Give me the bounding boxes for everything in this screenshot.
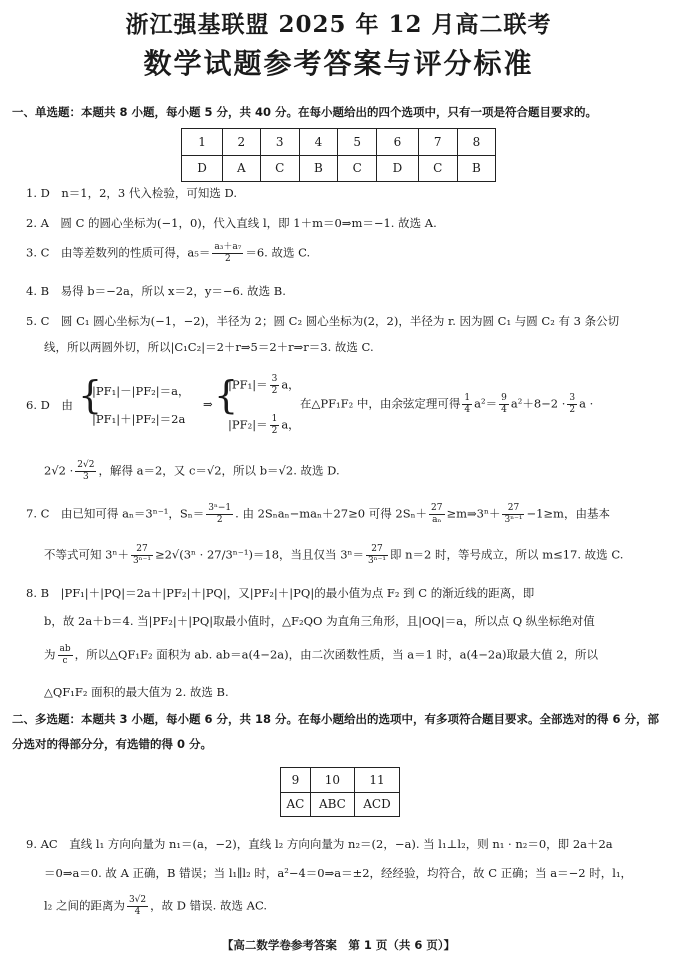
fraction [131,544,153,567]
text-span: 在△PF₁F₂ 中，由余弦定理可得 [300,396,461,411]
fraction [206,503,233,526]
page-footer: 【高二数学卷参考答案 第 1 页（共 6 页）】 [221,938,456,952]
denominator: 4 [501,405,507,415]
text-span: 2√2 · [44,463,74,478]
solution-8-line-4: △QF₁F₂ 面积的最大值为 2. 故选 B. [44,685,229,699]
numerator: ab [59,644,71,654]
table-cell: 8 [457,129,495,156]
fraction [462,393,472,416]
text-span: a²＝ [474,396,498,411]
fraction [127,895,148,918]
denominator: 3ⁿ⁻¹ [368,556,386,566]
text-span: |PF₁|＝ [228,377,268,392]
solution-8-line-3 [44,644,598,667]
numerator: 27 [131,544,153,556]
numerator: 27 [431,503,443,513]
solution-6-line-2 [44,460,340,483]
denominator: 2 [569,405,576,415]
table-row [182,155,496,182]
solution-9-line-3 [44,895,267,918]
fraction [567,393,577,416]
text-span: ≥m⇒3ⁿ＋ [446,506,501,521]
numerator: a₃＋a₇ [214,242,242,252]
left-brace: { [214,373,239,417]
system-result-2 [228,414,300,437]
fraction [499,393,509,416]
denominator: c [62,656,68,666]
text-span: −1≥m，由基本 [526,506,610,521]
solution-5-line-1: 5. C 圆 C₁ 圆心坐标为(−1，−2)，半径为 2；圆 C₂ 圆心坐标为(2，2)，半径为 r. 因为圆 C₁ 与圆 C₂ 有 3 条公切 [26,314,620,328]
text-span: ，解得 a＝2，又 c＝√2，所以 b＝√2. 故选 D. [98,463,340,478]
text-span: ≥2√(3ⁿ · 27/3ⁿ⁻¹)＝18，当且仅当 3ⁿ＝ [154,547,365,562]
fraction [502,503,524,526]
table-cell: D [182,155,223,182]
table-cell: 10 [310,768,354,793]
denominator: 2 [225,254,231,264]
numerator: 2√2 [77,460,95,470]
table-row [182,129,496,156]
denominator: 4 [464,405,471,415]
denominator: 4 [134,907,141,917]
denominator: 2 [216,515,223,525]
denominator: 3ⁿ⁻¹ [504,515,523,525]
fraction [366,544,388,567]
table-cell: 7 [418,129,457,156]
solution-8-line-1: 8. B |PF₁|＋|PQ|＝2a＋|PF₂|＋|PQ|，又|PF₂|＋|PQ|的最小值为点 F₂ 到 C 的渐近线的距离，即 [26,586,535,600]
system-eq-1: |PF₁|－|PF₂|＝a， [92,384,190,398]
table-cell: 5 [337,129,376,156]
table-cell: AC [281,792,311,817]
solution-1: 1. D n＝1，2，3 代入检验，可知选 D. [26,186,237,200]
numerator: 3ⁿ−1 [208,503,232,513]
left-brace: { [78,373,103,417]
numerator: 27 [502,503,524,515]
section1-heading: 一、单选题：本题共 8 小题，每小题 5 分，共 40 分。在每小题给出的四个选项中，只有一项是符合题目要求的。 [12,105,598,119]
fraction [429,503,444,526]
text-span: 3. C 由等差数列的性质可得，a₅＝ [26,245,211,260]
denominator: 3ⁿ⁻¹ [132,556,151,566]
section2-heading: 二、多选题：本题共 3 小题，每小题 6 分，共 18 分。在每小题给出的选项中，有多项符合题目要求。全部选对的得 6 分，部分选对的得部分分，有选错的得 0 分。 [12,712,660,751]
multi-choice-answer-table [280,767,400,817]
fraction [270,374,280,397]
single-choice-answer-table [181,128,496,182]
fraction [270,414,280,437]
text-span: ＝6. 故选 C. [245,245,311,260]
text-span: l₂ 之间的距离为 [44,898,125,913]
solution-5-line-2: 线，所以两圆外切，所以|C₁C₂|＝2＋r⇒5＝2＋r⇒r＝3. 故选 C. [44,340,374,354]
solution-6-tail [300,393,593,416]
denominator: 2 [271,426,278,436]
numerator: 3 [271,374,278,384]
table-cell: 3 [260,129,299,156]
solution-4: 4. B 易得 b＝−2a，所以 x＝2，y＝−6. 故选 B. [26,284,286,298]
text-span: ，所以△QF₁F₂ 面积为 ab. ab＝a(4−2a)，由二次函数性质，当 a＝1 时，a(4−2a)取最大值 2，所以 [74,647,599,662]
solution-7-line-1 [26,503,610,526]
solution-6-label: 6. D 由 [26,398,73,412]
system-eq-2: |PF₁|＋|PF₂|＝2a [92,412,186,426]
numerator: 9 [501,393,507,403]
text-span: 为 [44,647,56,662]
table-cell: C [418,155,457,182]
solution-2: 2. A 圆 C 的圆心坐标为(−1，0)，代入直线 l，即 1＋m＝0⇒m＝−1. 故选 A. [26,216,437,230]
table-cell: B [457,155,495,182]
solution-9-line-2: ＝0⇒a＝0. 故 A 正确，B 错误；当 l₁∥l₂ 时，a²−4＝0⇒a＝±2，经经验，均符合，故 C 正确；当 a＝−2 时，l₁， [44,866,633,880]
table-cell: C [337,155,376,182]
numerator: 3 [569,393,576,403]
table-cell: C [260,155,299,182]
solution-7-line-2 [44,544,623,567]
table-cell: 2 [223,129,260,156]
table-cell: 11 [354,768,399,793]
numerator: 27 [366,544,388,556]
system-result-1 [228,374,300,397]
solution-3 [26,242,310,265]
implies-arrow: ⇒ [203,397,213,411]
document-title: 数学试题参考答案与评分标准 [143,47,534,80]
table-cell: 4 [299,129,337,156]
fraction [212,242,243,265]
text-span: ，故 D 错误. 故选 AC. [150,898,267,913]
text-span: 即 n＝2 时，等号成立，所以 m≤17. 故选 C. [390,547,624,562]
text-span: 7. C 由已知可得 aₙ＝3ⁿ⁻¹，Sₙ＝ [26,506,205,521]
text-span: . 由 2Sₙaₙ−maₙ＋27≥0 可得 2Sₙ＋ [235,506,428,521]
text-span: a， [281,417,300,432]
table-cell: 6 [377,129,418,156]
numerator: 3√2 [128,895,147,905]
text-span: 不等式可知 3ⁿ＋ [44,547,129,562]
table-cell: D [377,155,418,182]
table-cell: ABC [310,792,354,817]
text-span: a · [579,396,594,411]
numerator: 1 [464,393,471,403]
denominator: aₙ [432,515,442,525]
table-cell: 1 [182,129,223,156]
table-cell: A [223,155,260,182]
table-row [281,792,400,817]
fraction [75,460,96,483]
numerator: 1 [271,414,278,424]
solution-9-line-1: 9. AC 直线 l₁ 方向向量为 n₁＝(a，−2)，直线 l₂ 方向向量为 n₂＝(2，−a). 当 l₁⊥l₂，则 n₁ · n₂＝0，即 2a＋2a [26,837,613,851]
exam-title: 浙江强基联盟 2025 年 12 月高二联考 [125,11,552,38]
text-span: a²＋8−2 · [510,396,566,411]
solution-8-line-2: b，故 2a＋b＝4. 当|PF₂|＋|PQ|取最小值时，△F₂QO 为直角三角形，且|OQ|＝a，所以点 Q 纵坐标绝对值 [44,614,595,628]
table-cell: B [299,155,337,182]
denominator: 2 [271,386,278,396]
table-row [281,768,400,793]
table-cell: 9 [281,768,311,793]
denominator: 3 [83,472,89,482]
text-span: |PF₂|＝ [228,417,268,432]
table-cell: ACD [354,792,399,817]
text-span: a， [281,377,300,392]
fraction [58,644,73,667]
